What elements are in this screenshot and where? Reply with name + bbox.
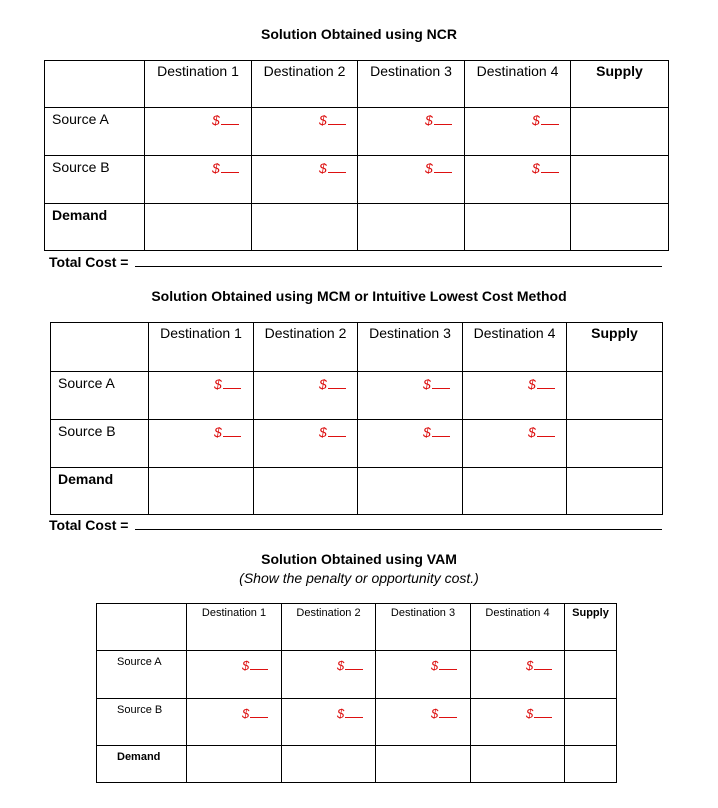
demand-cell[interactable] <box>567 468 663 515</box>
cost-cell[interactable]: $ <box>376 651 471 699</box>
supply-cell[interactable] <box>567 372 663 420</box>
header-destination-2: Destination 2 <box>254 323 358 372</box>
total-cost-line[interactable] <box>135 266 662 267</box>
vam-subtitle: (Show the penalty or opportunity cost.) <box>239 570 479 586</box>
cost-cell[interactable]: $ <box>145 156 252 204</box>
cost-cell[interactable]: $ <box>358 156 465 204</box>
mcm-title: Solution Obtained using MCM or Intuitive Lowest Cost Method <box>151 288 567 304</box>
cost-cell[interactable]: $ <box>465 108 571 156</box>
ncr-title: Solution Obtained using NCR <box>261 26 457 42</box>
cost-cell[interactable]: $ <box>358 108 465 156</box>
row-label-source-a: Source A <box>45 108 145 156</box>
cost-cell[interactable]: $ <box>282 651 376 699</box>
supply-cell[interactable] <box>565 699 617 746</box>
cost-cell[interactable]: $ <box>254 420 358 468</box>
total-cost-line[interactable] <box>135 529 662 530</box>
corner-cell <box>97 604 187 651</box>
header-destination-2: Destination 2 <box>252 61 358 108</box>
row-label-source-a: Source A <box>97 651 187 699</box>
cost-cell[interactable]: $ <box>252 156 358 204</box>
cost-cell[interactable]: $ <box>149 420 254 468</box>
corner-cell <box>51 323 149 372</box>
cost-cell[interactable]: $ <box>465 156 571 204</box>
cost-cell[interactable]: $ <box>187 651 282 699</box>
total-cost-label: Total Cost = <box>49 517 129 533</box>
demand-cell[interactable] <box>571 204 669 251</box>
demand-cell[interactable] <box>187 746 282 783</box>
mcm-table <box>50 322 663 515</box>
header-destination-3: Destination 3 <box>358 61 465 108</box>
header-supply: Supply <box>567 323 663 372</box>
header-destination-4: Destination 4 <box>471 604 565 651</box>
demand-cell[interactable] <box>358 204 465 251</box>
supply-cell[interactable] <box>567 420 663 468</box>
row-label-source-b: Source B <box>45 156 145 204</box>
header-destination-1: Destination 1 <box>187 604 282 651</box>
header-destination-3: Destination 3 <box>358 323 463 372</box>
demand-cell[interactable] <box>376 746 471 783</box>
cost-cell[interactable]: $ <box>254 372 358 420</box>
header-destination-4: Destination 4 <box>463 323 567 372</box>
cost-cell[interactable]: $ <box>463 372 567 420</box>
cost-cell[interactable]: $ <box>376 699 471 746</box>
header-destination-2: Destination 2 <box>282 604 376 651</box>
demand-cell[interactable] <box>149 468 254 515</box>
demand-cell[interactable] <box>252 204 358 251</box>
ncr-table <box>44 60 669 251</box>
row-label-demand: Demand <box>51 468 149 515</box>
row-label-demand: Demand <box>97 746 187 783</box>
cost-cell[interactable]: $ <box>149 372 254 420</box>
header-destination-3: Destination 3 <box>376 604 471 651</box>
demand-cell[interactable] <box>465 204 571 251</box>
header-destination-1: Destination 1 <box>149 323 254 372</box>
demand-cell[interactable] <box>565 746 617 783</box>
cost-cell[interactable]: $ <box>471 651 565 699</box>
demand-cell[interactable] <box>145 204 252 251</box>
cost-cell[interactable]: $ <box>145 108 252 156</box>
cost-cell[interactable]: $ <box>252 108 358 156</box>
demand-cell[interactable] <box>254 468 358 515</box>
header-supply: Supply <box>565 604 617 651</box>
cost-cell[interactable]: $ <box>358 420 463 468</box>
header-destination-1: Destination 1 <box>145 61 252 108</box>
demand-cell[interactable] <box>282 746 376 783</box>
demand-cell[interactable] <box>463 468 567 515</box>
cost-cell[interactable]: $ <box>463 420 567 468</box>
cost-cell[interactable]: $ <box>282 699 376 746</box>
cost-cell[interactable]: $ <box>358 372 463 420</box>
header-destination-4: Destination 4 <box>465 61 571 108</box>
cost-cell[interactable]: $ <box>471 699 565 746</box>
supply-cell[interactable] <box>571 156 669 204</box>
vam-table <box>96 603 617 783</box>
demand-cell[interactable] <box>358 468 463 515</box>
supply-cell[interactable] <box>565 651 617 699</box>
total-cost-label: Total Cost = <box>49 254 129 270</box>
row-label-source-b: Source B <box>97 699 187 746</box>
corner-cell <box>45 61 145 108</box>
row-label-source-b: Source B <box>51 420 149 468</box>
row-label-demand: Demand <box>45 204 145 251</box>
header-supply: Supply <box>571 61 669 108</box>
supply-cell[interactable] <box>571 108 669 156</box>
row-label-source-a: Source A <box>51 372 149 420</box>
cost-cell[interactable]: $ <box>187 699 282 746</box>
vam-title: Solution Obtained using VAM <box>261 551 457 567</box>
demand-cell[interactable] <box>471 746 565 783</box>
